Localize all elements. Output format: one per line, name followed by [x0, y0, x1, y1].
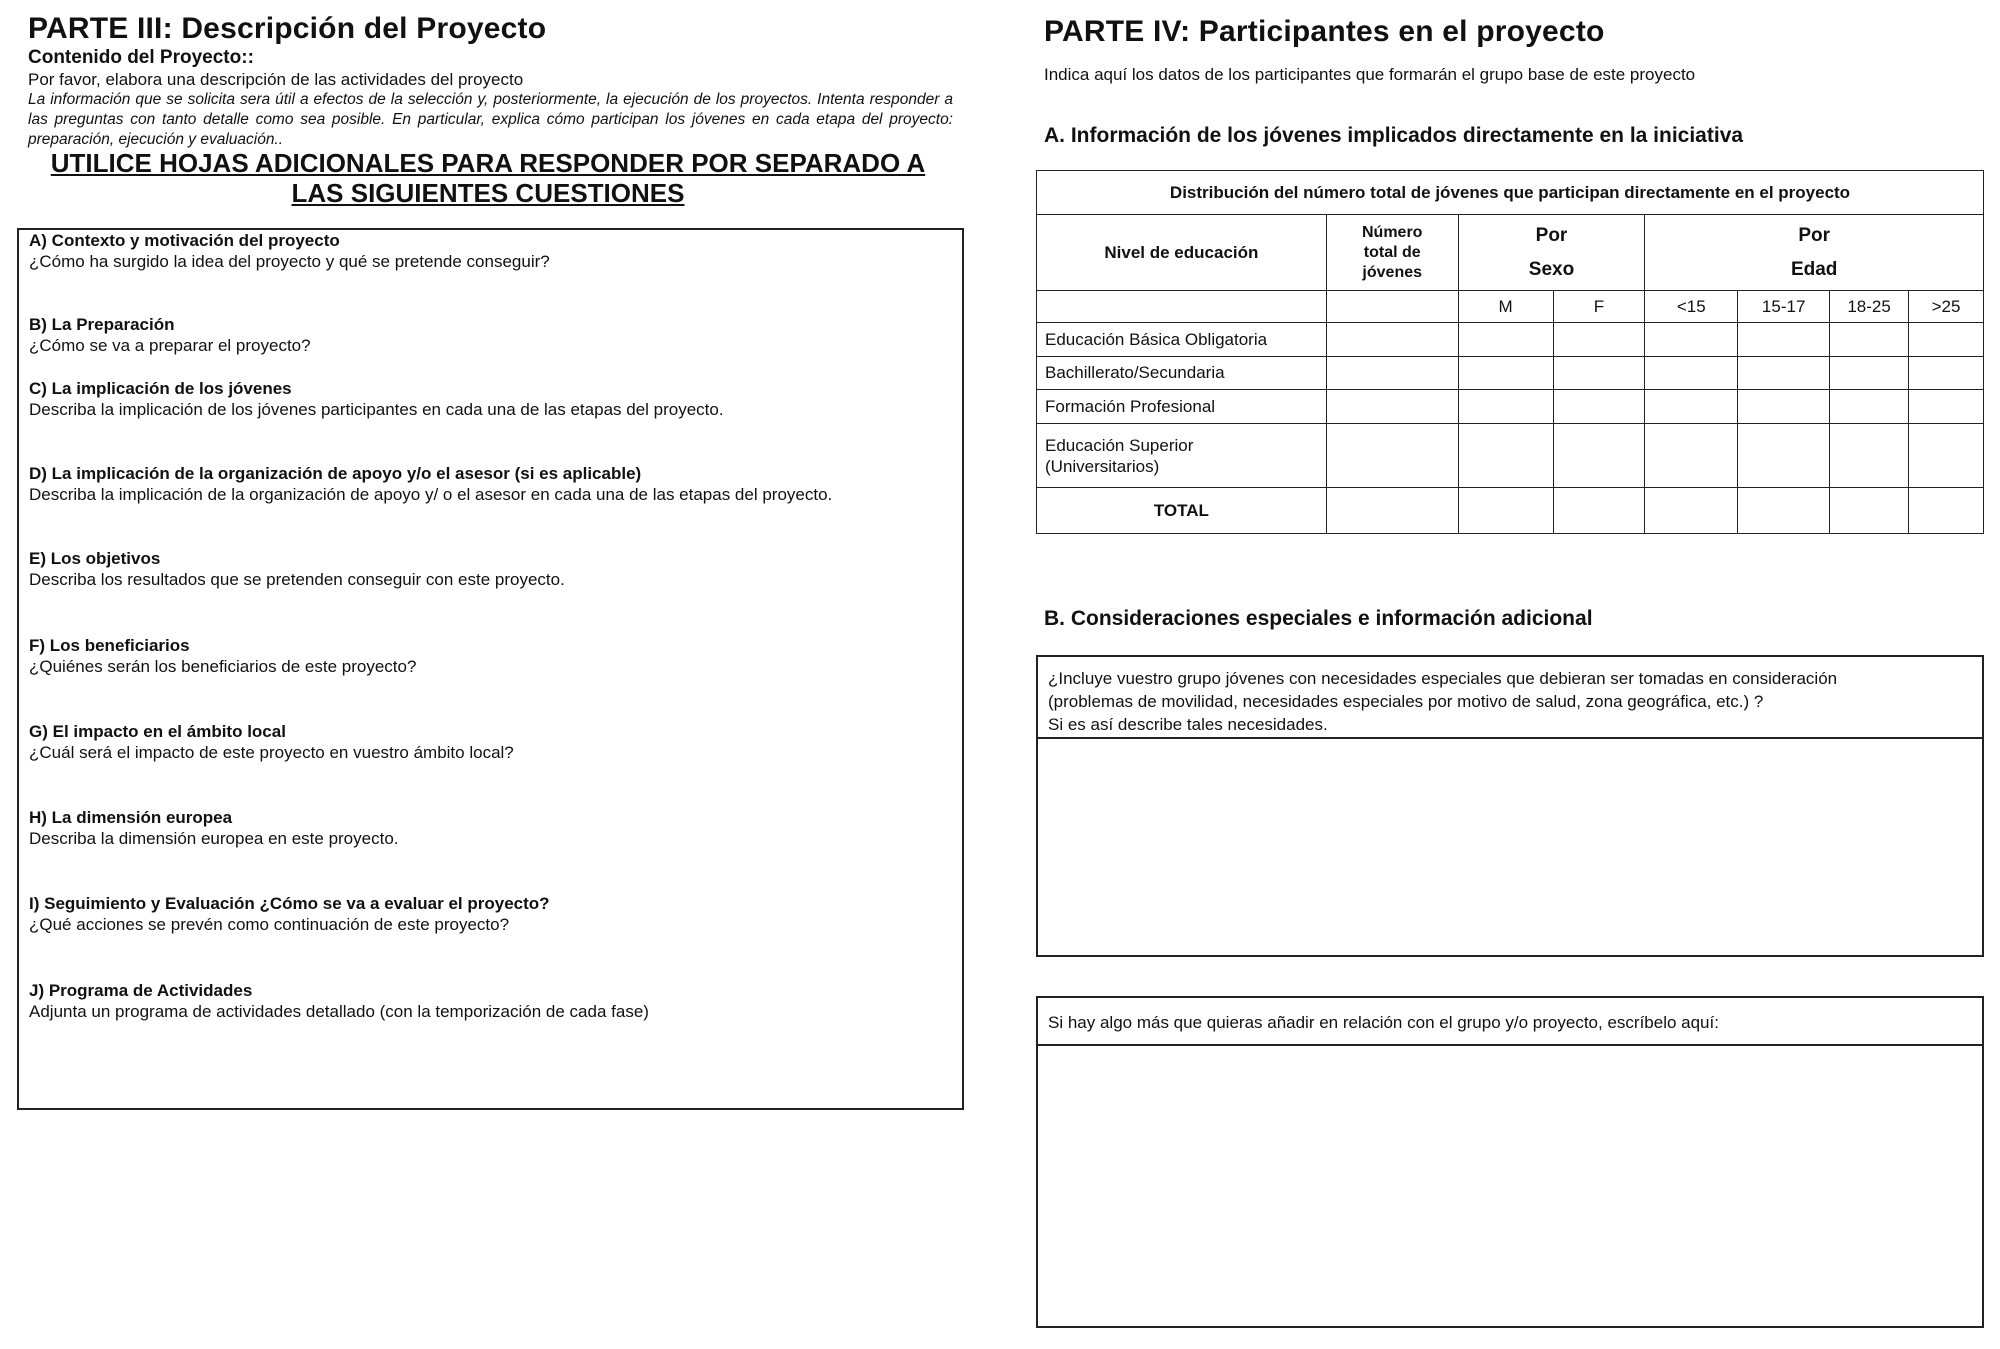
cell[interactable] [1553, 323, 1645, 357]
part4-intro: Indica aquí los datos de los participantes que formarán el grupo base de este proyecto [1044, 65, 1696, 84]
cell[interactable] [1830, 390, 1909, 424]
table-row [1037, 424, 1984, 488]
question-g [29, 721, 952, 763]
special-needs-answer-area[interactable] [1038, 739, 1982, 955]
question-desc: Describa la dimensión europea en este proyecto. [29, 829, 399, 848]
cell[interactable] [1738, 357, 1830, 390]
additional-info-answer-area[interactable] [1038, 1046, 1982, 1326]
question-title: C) La implicación de los jóvenes [29, 379, 292, 398]
part3-title: PARTE III: Descripción del Proyecto [28, 12, 547, 45]
sub-15-17: 15-17 [1738, 291, 1830, 323]
additional-info-question: Si hay algo más que quieras añadir en relación con el grupo y/o proyecto, escríbelo aquí: [1048, 1013, 1719, 1032]
cell[interactable] [1458, 390, 1553, 424]
sub-lt15: <15 [1645, 291, 1738, 323]
question-title: B) La Preparación [29, 315, 175, 334]
question-a [29, 230, 952, 272]
header-numero-l3: jóvenes [1362, 263, 1423, 281]
question-title: I) Seguimiento y Evaluación ¿Cómo se va a evaluar el proyecto? [29, 894, 550, 913]
cell[interactable] [1645, 357, 1738, 390]
cell[interactable] [1553, 357, 1645, 390]
question-title: D) La implicación de la organización de apoyo y/o el asesor (si es aplicable) [29, 464, 642, 483]
part3-banner-line1: UTILICE HOJAS ADICIONALES PARA RESPONDER POR SEPARADO A [50, 148, 926, 178]
sub-18-25: 18-25 [1830, 291, 1909, 323]
section-a-heading: A. Información de los jóvenes implicados directamente en la iniciativa [1044, 124, 1744, 147]
question-i [29, 893, 952, 935]
table-row [1037, 390, 1984, 424]
question-desc: Adjunta un programa de actividades detallado (con la temporización de cada fase) [29, 1002, 649, 1021]
cell[interactable] [1830, 357, 1909, 390]
cell[interactable] [1326, 488, 1458, 534]
cell[interactable] [1645, 323, 1738, 357]
sub-empty [1037, 291, 1327, 323]
question-title: H) La dimensión europea [29, 808, 233, 827]
cell[interactable] [1326, 323, 1458, 357]
special-needs-line1: ¿Incluye vuestro grupo jóvenes con necesidades especiales que debieran ser tomadas en consideración [1048, 669, 1838, 688]
special-needs-box [1036, 655, 1984, 957]
cell[interactable] [1909, 323, 1984, 357]
cell[interactable] [1553, 390, 1645, 424]
question-desc: ¿Quiénes serán los beneficiarios de este proyecto? [29, 657, 417, 676]
question-d [29, 463, 952, 505]
question-title: A) Contexto y motivación del proyecto [29, 231, 340, 250]
cell[interactable] [1458, 488, 1553, 534]
cell[interactable] [1458, 424, 1553, 488]
question-title: J) Programa de Actividades [29, 981, 253, 1000]
question-title: E) Los objetivos [29, 549, 161, 568]
header-por-edad [1645, 215, 1984, 291]
header-por-edad-l1: Por [1798, 224, 1831, 246]
question-h [29, 807, 952, 849]
cell[interactable] [1909, 424, 1984, 488]
cell[interactable] [1738, 323, 1830, 357]
cell[interactable] [1909, 488, 1984, 534]
question-desc: ¿Cómo se va a preparar el proyecto? [29, 336, 311, 355]
question-desc: Describa los resultados que se pretenden conseguir con este proyecto. [29, 570, 565, 589]
cell[interactable] [1830, 424, 1909, 488]
table-caption: Distribución del número total de jóvenes que participan directamente en el proyecto [1037, 171, 1984, 215]
question-j [29, 980, 952, 1022]
cell[interactable] [1909, 357, 1984, 390]
row-label: Formación Profesional [1037, 390, 1327, 424]
header-numero [1326, 215, 1458, 291]
table-row [1037, 488, 1984, 534]
cell[interactable] [1458, 357, 1553, 390]
header-numero-l2: total de [1363, 243, 1421, 261]
cell[interactable] [1909, 390, 1984, 424]
row-label: Bachillerato/Secundaria [1037, 357, 1327, 390]
cell[interactable] [1738, 424, 1830, 488]
cell[interactable] [1553, 488, 1645, 534]
table-row [1037, 357, 1984, 390]
question-title: F) Los beneficiarios [29, 636, 190, 655]
question-title: G) El impacto en el ámbito local [29, 722, 286, 741]
row-total: TOTAL [1037, 488, 1327, 534]
cell[interactable] [1738, 390, 1830, 424]
special-needs-question [1048, 667, 1972, 736]
part3-subtitle: Contenido del Proyecto:: [28, 47, 254, 68]
section-b-heading: B. Consideraciones especiales e información adicional [1044, 607, 1593, 630]
part4-title: PARTE IV: Participantes en el proyecto [1044, 15, 1605, 48]
cell[interactable] [1326, 357, 1458, 390]
question-desc: Describa la implicación de los jóvenes participantes en cada una de las etapas del proyecto. [29, 400, 724, 419]
header-por-sexo-l2: Sexo [1528, 258, 1575, 280]
row-label: Educación Básica Obligatoria [1037, 323, 1327, 357]
question-e [29, 548, 952, 590]
question-desc: ¿Cómo ha surgido la idea del proyecto y qué se pretende conseguir? [29, 252, 550, 271]
cell[interactable] [1645, 390, 1738, 424]
sub-gt25: >25 [1909, 291, 1984, 323]
cell[interactable] [1830, 323, 1909, 357]
question-desc: Describa la implicación de la organización de apoyo y/ o el asesor en cada una de las etapas del proyecto. [29, 485, 833, 504]
cell[interactable] [1738, 488, 1830, 534]
cell[interactable] [1645, 424, 1738, 488]
question-desc: ¿Qué acciones se prevén como continuación de este proyecto? [29, 915, 510, 934]
cell[interactable] [1326, 390, 1458, 424]
additional-info-box [1036, 996, 1984, 1328]
cell[interactable] [1326, 424, 1458, 488]
table-row [1037, 323, 1984, 357]
part3-italic-note: La información que se solicita sera útil a efectos de la selección y, posteriormente, la ejecución de los proyectos. Intenta responder a las preguntas con tanto detalle como sea posible. En particular, explica cómo participan los jóvenes en cada etapa del proyecto: preparación, ejecución y evaluación.. [28, 91, 953, 148]
question-desc: ¿Cuál será el impacto de este proyecto en vuestro ámbito local? [29, 743, 514, 762]
row-sup-l2: (Universitarios) [1045, 456, 1160, 476]
sub-empty [1326, 291, 1458, 323]
header-por-sexo [1458, 215, 1645, 291]
participants-table [1036, 170, 1984, 534]
cell[interactable] [1458, 323, 1553, 357]
header-numero-l1: Número [1361, 223, 1423, 241]
part3-banner-line2: LAS SIGUIENTES CUESTIONES [291, 178, 685, 208]
header-nivel: Nivel de educación [1037, 215, 1327, 291]
cell[interactable] [1645, 488, 1738, 534]
sub-f: F [1553, 291, 1645, 323]
cell[interactable] [1553, 424, 1645, 488]
question-c [29, 378, 952, 420]
question-b [29, 314, 952, 356]
cell[interactable] [1830, 488, 1909, 534]
sub-m: M [1458, 291, 1553, 323]
header-por-sexo-l1: Por [1535, 224, 1568, 246]
question-f [29, 635, 952, 677]
questions-box [17, 228, 964, 1110]
header-por-edad-l2: Edad [1790, 258, 1838, 280]
part3-intro: Por favor, elabora una descripción de las actividades del proyecto [28, 70, 524, 89]
row-label-superior [1037, 424, 1327, 488]
row-sup-l1: Educación Superior [1045, 435, 1194, 455]
special-needs-line3: Si es así describe tales necesidades. [1048, 715, 1328, 734]
special-needs-line2: (problemas de movilidad, necesidades especiales por motivo de salud, zona geográfica, etc.) ? [1048, 692, 1764, 711]
